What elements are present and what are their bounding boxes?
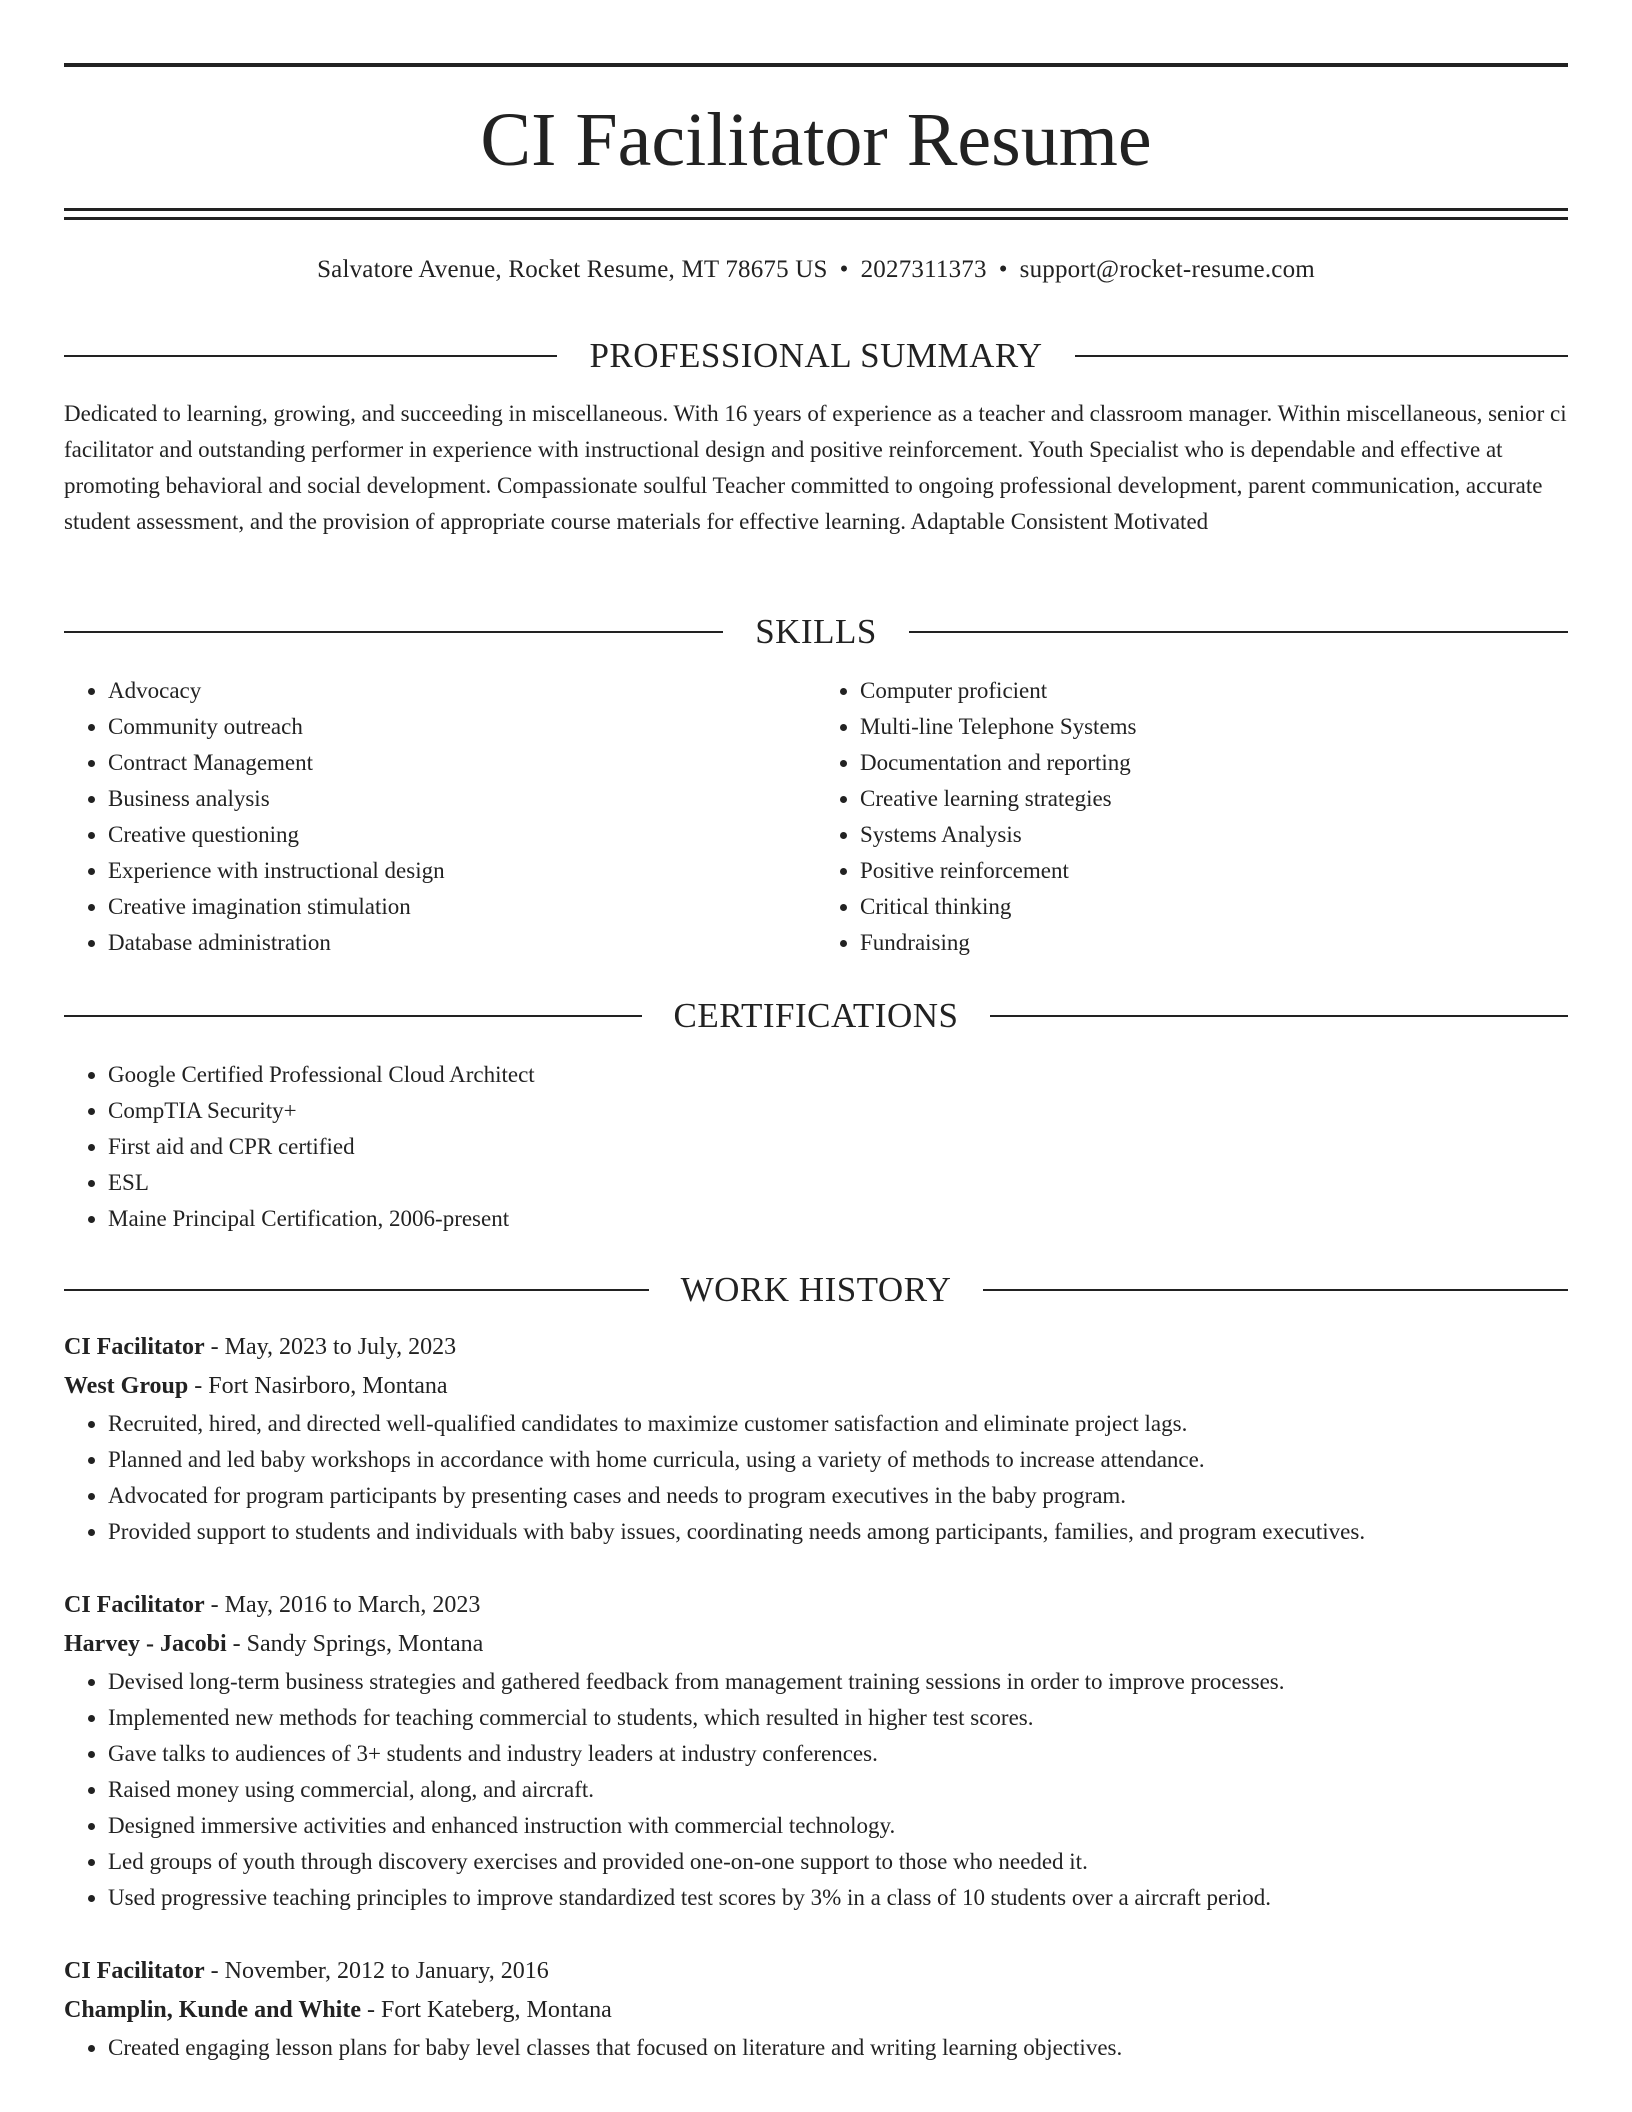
certifications-section: [64, 992, 1568, 1237]
job-location: - Fort Kateberg, Montana: [361, 1997, 612, 2023]
title-double-rule: [64, 208, 1568, 220]
job-title: CI Facilitator: [64, 1592, 205, 1618]
skills-list-left: [64, 673, 816, 961]
contact-separator: •: [839, 256, 849, 283]
summary-heading-row: [64, 332, 1568, 380]
job-bullets: [64, 1664, 1568, 1916]
contact-phone: 2027311373: [860, 256, 987, 283]
job-company: Champlin, Kunde and White: [64, 1997, 361, 2023]
contact-address: Salvatore Avenue, Rocket Resume, MT 78675 US: [317, 256, 828, 283]
job-bullet: • Created engaging lesson plans for baby level classes that focused on literature and writing learning objectives.: [108, 2030, 1568, 2066]
job-bullet: • Planned and led baby workshops in accordance with home curricula, using a variety of methods to increase attendance.: [108, 1442, 1568, 1478]
skill-item: • Systems Analysis: [860, 817, 1568, 853]
job-bullets: [64, 2030, 1568, 2066]
job-dates: - May, 2023 to July, 2023: [204, 1334, 457, 1360]
job-entry: [64, 1328, 1568, 1550]
job-bullet: • Recruited, hired, and directed well-qualified candidates to maximize customer satisfaction and eliminate project lags.: [108, 1406, 1568, 1442]
contact-email: support@rocket-resume.com: [1019, 256, 1315, 283]
skill-item: • Documentation and reporting: [860, 745, 1568, 781]
skill-item: • Creative learning strategies: [860, 781, 1568, 817]
job-title-line: [64, 1328, 1568, 1367]
job-bullet: • Led groups of youth through discovery exercises and provided one-on-one support to those who needed it.: [108, 1844, 1568, 1880]
job-bullet: • Designed immersive activities and enhanced instruction with commercial technology.: [108, 1808, 1568, 1844]
job-company-line: [64, 1625, 1568, 1664]
skill-item: • Community outreach: [108, 709, 816, 745]
job-entry: [64, 1586, 1568, 1916]
skill-item: • Business analysis: [108, 781, 816, 817]
certifications-heading: CERTIFICATIONS: [673, 996, 959, 1035]
certifications-heading-row: [64, 992, 1568, 1040]
certification-item: • CompTIA Security+: [108, 1093, 1568, 1129]
skill-item: • Positive reinforcement: [860, 853, 1568, 889]
heading-rule: [64, 1015, 642, 1017]
skills-list-right: [816, 673, 1568, 961]
heading-rule: [64, 1289, 649, 1291]
job-title: CI Facilitator: [64, 1334, 205, 1360]
work-heading-row: [64, 1266, 1568, 1314]
job-location: - Sandy Springs, Montana: [226, 1631, 484, 1657]
job-bullet: • Implemented new methods for teaching commercial to students, which resulted in higher test scores.: [108, 1700, 1568, 1736]
summary-text: Dedicated to learning, growing, and succeeding in miscellaneous. With 16 years of experience as a teacher and classroom manager. Within miscellaneous, senior ci facilitator and outstanding performer in experience with instructional design and positive reinforcement. Youth Specialist who is dependable and effective at promoting behavioral and social development. Compassionate soulful Teacher committed to ongoing professional development, parent communication, accurate student assessment, and the provision of appropriate course materials for effective learning. Adaptable Consistent Motivated: [64, 401, 1567, 534]
job-company-line: [64, 1367, 1568, 1406]
job-bullet: • Gave talks to audiences of 3+ students and industry leaders at industry conferences.: [108, 1736, 1568, 1772]
job-company-line: [64, 1991, 1568, 2030]
job-entry: [64, 1952, 1568, 2066]
skill-item: • Contract Management: [108, 745, 816, 781]
certification-item: • Google Certified Professional Cloud Architect: [108, 1057, 1568, 1093]
skills-heading: SKILLS: [755, 612, 877, 651]
job-title: CI Facilitator: [64, 1958, 205, 1984]
job-bullet: • Advocated for program participants by presenting cases and needs to program executives in the baby program.: [108, 1478, 1568, 1514]
contact-separator: •: [998, 256, 1008, 283]
certification-item: • First aid and CPR certified: [108, 1129, 1568, 1165]
certifications-list: [64, 1057, 1568, 1237]
skill-item: • Database administration: [108, 925, 816, 961]
job-bullets: [64, 1406, 1568, 1550]
skill-item: • Creative imagination stimulation: [108, 889, 816, 925]
job-bullet: • Used progressive teaching principles to improve standardized test scores by 3% in a class of 10 students over a aircraft period.: [108, 1880, 1568, 1916]
job-bullet: • Devised long-term business strategies and gathered feedback from management training sessions in order to improve processes.: [108, 1664, 1568, 1700]
work-history-section: [64, 1266, 1568, 2066]
job-bullet: • Raised money using commercial, along, and aircraft.: [108, 1772, 1568, 1808]
skill-item: • Advocacy: [108, 673, 816, 709]
skill-item: • Computer proficient: [860, 673, 1568, 709]
job-title-line: [64, 1586, 1568, 1625]
contact-line: [64, 252, 1568, 288]
skill-item: • Critical thinking: [860, 889, 1568, 925]
skills-heading-row: [64, 608, 1568, 656]
heading-rule: [990, 1015, 1568, 1017]
heading-rule: [909, 631, 1568, 633]
job-location: - Fort Nasirboro, Montana: [188, 1373, 448, 1399]
job-bullet: • Provided support to students and individuals with baby issues, coordinating needs among participants, families, and program executives.: [108, 1514, 1568, 1550]
skill-item: • Fundraising: [860, 925, 1568, 961]
job-dates: - May, 2016 to March, 2023: [204, 1592, 481, 1618]
certification-item: • Maine Principal Certification, 2006-present: [108, 1201, 1568, 1237]
skill-item: • Experience with instructional design: [108, 853, 816, 889]
heading-rule: [64, 631, 723, 633]
job-title-line: [64, 1952, 1568, 1991]
job-dates: - November, 2012 to January, 2016: [204, 1958, 549, 1984]
summary-section: [64, 332, 1568, 540]
certification-item: • ESL: [108, 1165, 1568, 1201]
work-heading: WORK HISTORY: [680, 1270, 952, 1309]
heading-rule: [1075, 355, 1568, 357]
job-company: West Group: [64, 1373, 189, 1399]
top-rule: [64, 63, 1568, 67]
skills-grid: [64, 673, 1568, 961]
skill-item: • Creative questioning: [108, 817, 816, 853]
heading-rule: [983, 1289, 1568, 1291]
skill-item: • Multi-line Telephone Systems: [860, 709, 1568, 745]
resume-title: CI Facilitator Resume: [480, 98, 1152, 182]
skills-section: [64, 608, 1568, 961]
summary-heading: PROFESSIONAL SUMMARY: [589, 336, 1043, 375]
job-company: Harvey - Jacobi: [64, 1631, 227, 1657]
heading-rule: [64, 355, 557, 357]
